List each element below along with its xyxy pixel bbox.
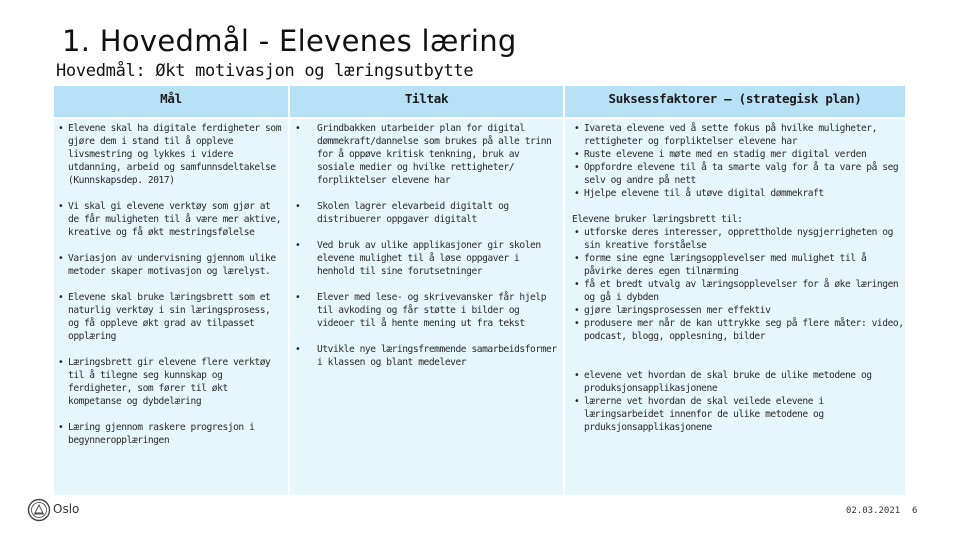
- suksess-list: [572, 122, 904, 434]
- list-item: • Elevene skal bruke læringsbrett som et naturlig verktøy i sin læringsprosess, og få oppleve økt grad av tilpasset opplæring: [56, 291, 286, 343]
- tiltak-list: [291, 122, 559, 369]
- header-suksessfaktorer: Suksessfaktorer – (strategisk plan): [565, 86, 905, 117]
- list-item: • Ruste elevene i møte med en stadig mer digital verden: [572, 148, 904, 161]
- list-item: • produsere mer når de kan uttrykke seg på flere måter: video, podcast, blogg, opplesning, bilder: [572, 317, 904, 343]
- list-item: • Læring gjennom raskere progresjon i begynneropplæringen: [56, 421, 336, 447]
- list-item: • Vi skal gi elevene verktøy som gjør at de får muligheten til å være mer aktive, kreative og få økt mestringsfølelse: [56, 200, 286, 239]
- page-number: 6: [912, 506, 918, 516]
- list-item: • elevene vet hvordan de skal bruke de ulike metodene og produksjonsapplikasjonene: [572, 369, 904, 395]
- footer-date: 02.03.2021: [846, 506, 901, 516]
- list-item: • utforske deres interesser, opprettholde nysgjerrigheten og sin kreative forståelse: [572, 226, 904, 252]
- list-item: • få et bredt utvalg av læringsopplevelser for å øke læringen og gå i dybden: [572, 278, 904, 304]
- list-item: • Oppfordre elevene til å ta smarte valg for å ta vare på seg selv og andre på nett: [572, 161, 904, 187]
- oslo-seal-icon: [27, 497, 51, 523]
- list-item: • Elevene skal ha digitale ferdigheter som gjøre dem i stand til å oppleve livsmestring og lykkes i videre utdanning, arbeid og samfunnsdeltakelse (Kunnskapsdep. 2017): [56, 122, 286, 187]
- oslo-logo-text: Oslo: [53, 502, 80, 516]
- header-tiltak: Tiltak: [290, 86, 563, 117]
- list-item: • Elever med lese- og skrivevansker får hjelp til avkoding og får støtte i bilder og videoer til å hente mening ut fra tekst: [291, 291, 559, 330]
- header-mal: Mål: [54, 86, 288, 117]
- list-item: • Utvikle nye læringsfremmende samarbeidsformer i klassen og blant medelever: [291, 343, 559, 369]
- list-item: • Læringsbrett gir elevene flere verktøy til å tilegne seg kunnskap og ferdigheter, som fører til økt kompetanse og dybdelæring: [56, 356, 286, 408]
- slide-subtitle: Hovedmål: Økt motivasjon og læringsutbytte: [56, 61, 474, 81]
- list-item: • Ved bruk av ulike applikasjoner gir skolen elevene mulighet til å løse oppgaver i henhold til sine forutsetninger: [291, 239, 559, 278]
- list-item: • Skolen lagrer elevarbeid digitalt og distribuerer oppgaver digitalt: [291, 200, 559, 226]
- list-item: • gjøre læringsprosessen mer effektiv: [572, 304, 904, 317]
- suksess-intro: Elevene bruker læringsbrett til:: [572, 214, 743, 225]
- oslo-logo: [27, 497, 87, 523]
- list-item: • Variasjon av undervisning gjennom ulike metoder skaper motivasjon og lærelyst.: [56, 252, 286, 278]
- list-item: • forme sine egne læringsopplevelser med mulighet til å påvirke deres egen tilnærming: [572, 252, 904, 278]
- mal-list: [56, 122, 286, 447]
- list-item: • Ivareta elevene ved å sette fokus på hvilke muligheter, rettigheter og forpliktelser elevene har: [572, 122, 904, 148]
- list-item: • lærerne vet hvordan de skal veilede elevene i læringsarbeidet innenfor de ulike metodene og prduksjonsapplikasjonene: [572, 395, 904, 434]
- list-item: • Hjelpe elevene til å utøve digital dømmekraft: [572, 187, 904, 200]
- slide-title: 1. Hovedmål - Elevenes læring: [62, 24, 517, 58]
- list-item: • Grindbakken utarbeider plan for digital dømmekraft/dannelse som brukes på alle trinn for å oppøve kritisk tenkning, bruk av sosiale medier og hvilke rettigheter/ forpliktelser elevene har: [291, 122, 559, 187]
